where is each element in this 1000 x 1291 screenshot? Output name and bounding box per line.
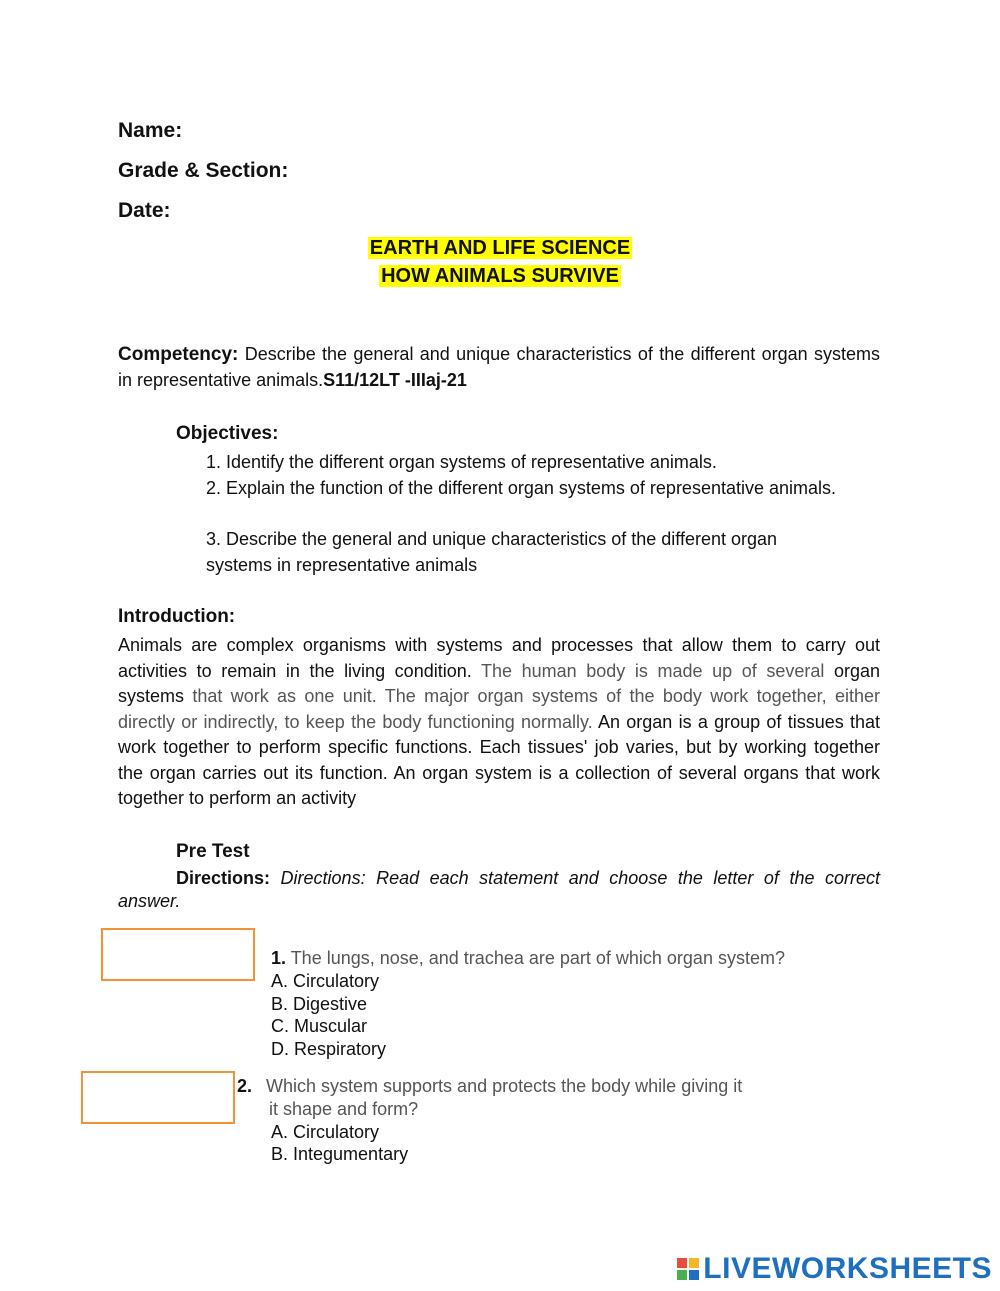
liveworksheets-logo (677, 1252, 992, 1286)
directions-text: Directions: Read each statement and choose the letter of the correct answer. (118, 868, 880, 911)
competency-paragraph (118, 342, 880, 393)
logo-blocks-icon (677, 1258, 699, 1280)
title-topic: HOW ANIMALS SURVIVE (381, 265, 619, 287)
question-2-text-line-1: Which system supports and protects the body while giving it (266, 1076, 743, 1096)
question-1-choice-b: B. Digestive (271, 994, 368, 1014)
competency-text: Describe the general and unique characteristics of the different organ systems in representative animals. (118, 344, 880, 390)
question-2-text-line-2: it shape and form? (269, 1099, 419, 1119)
competency-label: Competency: (118, 344, 239, 365)
objective-item: 2. Explain the function of the different organ systems of representative animals. (206, 478, 837, 498)
question-1-choice-c: C. Muscular (271, 1016, 368, 1036)
objectives-label: Objectives: (176, 423, 279, 444)
title-subject: EARTH AND LIFE SCIENCE (369, 237, 631, 259)
question-1-number: 1. (271, 948, 287, 968)
question-2-choice-a: A. Circulatory (271, 1122, 380, 1142)
logo-text: LIVEWORKSHEETS (703, 1252, 992, 1285)
intro-text-3: that work as one unit. The major organ systems of the body work together, either directly or indirectly, to keep the body functioning normally. (118, 686, 880, 732)
objective-item: 3. Describe the general and unique characteristics of the different organ systems in representative animals (206, 529, 778, 575)
question-1-choice-d: D. Respiratory (271, 1039, 387, 1059)
question-2-number: 2. (237, 1076, 253, 1096)
question-1-text: The lungs, nose, and trachea are part of which organ system? (286, 948, 785, 968)
answer-box-1[interactable] (101, 928, 255, 981)
date-label: Date: (118, 199, 171, 222)
intro-text-1: Animals are complex organisms with systems and processes that allow them to carry out activities to remain in the living condition. (118, 635, 880, 681)
introduction-paragraph (118, 633, 880, 812)
pretest-label: Pre Test (176, 841, 250, 862)
directions-paragraph (118, 867, 880, 913)
directions-label: Directions: (176, 868, 271, 888)
title-line-1 (0, 237, 1000, 260)
title-line-2 (0, 265, 1000, 288)
intro-organ-systems: organ systems (118, 660, 880, 706)
competency-code: S11/12LT -IIIaj-21 (323, 369, 467, 390)
grade-section-label: Grade & Section: (118, 159, 289, 182)
name-label: Name: (118, 119, 183, 142)
answer-box-2[interactable] (81, 1071, 235, 1124)
question-1-choice-a: A. Circulatory (271, 971, 380, 991)
intro-text-2: The human body is made up of several (481, 660, 834, 681)
question-2-choice-b: B. Integumentary (271, 1144, 409, 1164)
introduction-label: Introduction: (118, 606, 236, 627)
objective-item: 1. Identify the different organ systems of representative animals. (206, 452, 717, 472)
question-1 (271, 947, 871, 970)
intro-text-4: An organ is a group of tissues that work together to perform specific functions. Each tissues' job varies, but by working together the organ carries out its function. An organ system is a collection of several organs that work together to perform an activity (118, 711, 880, 808)
